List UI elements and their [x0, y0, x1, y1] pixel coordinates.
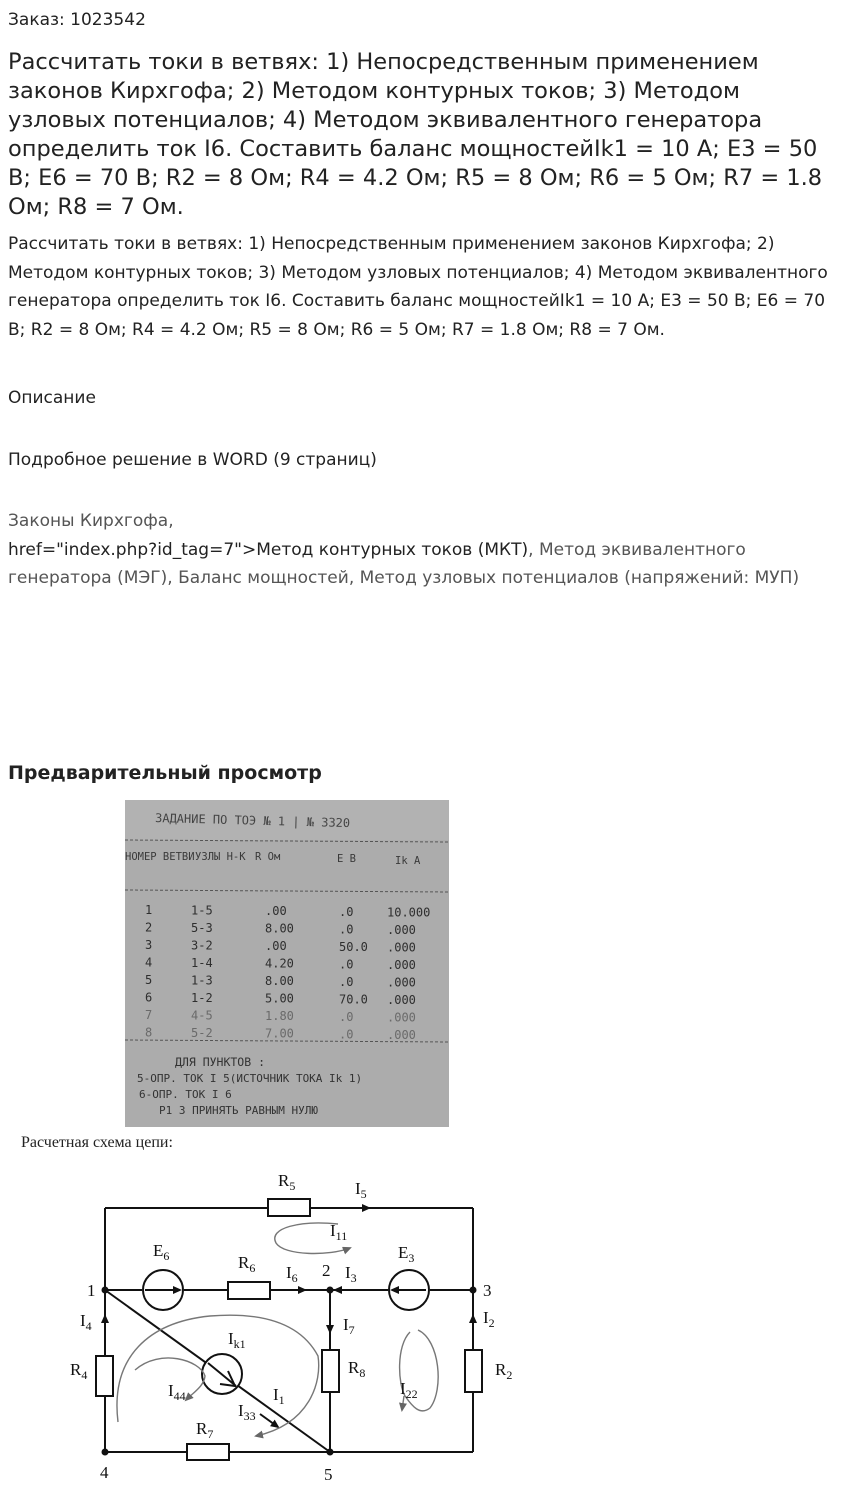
printout-cell: 8 — [145, 1025, 153, 1040]
node-5 — [327, 1449, 334, 1456]
node-3 — [470, 1287, 477, 1294]
svg-text:I33 — [238, 1401, 256, 1423]
resistor-r6 — [228, 1282, 270, 1299]
resistor-r2 — [465, 1350, 482, 1392]
printout-cell: 5.00 — [265, 991, 294, 1006]
printout-col-ik: Ik А — [395, 855, 421, 867]
printout-cell: .0 — [339, 957, 354, 972]
node-2 — [327, 1287, 334, 1294]
label-loop-i11: I — [330, 1221, 336, 1240]
label-r6-sub: 6 — [249, 1261, 256, 1275]
printout-cell: 1-3 — [191, 973, 213, 988]
svg-text:R8 — [348, 1358, 365, 1380]
svg-text:I4 — [80, 1311, 92, 1333]
label-loop-i33-sub: 33 — [243, 1409, 256, 1423]
printout-cell: 4 — [145, 955, 153, 970]
label-r4: R — [70, 1360, 82, 1379]
label-r8: R — [348, 1358, 360, 1377]
resistor-r5 — [268, 1199, 310, 1216]
svg-text:I11 — [330, 1221, 347, 1243]
tag-list — [8, 507, 840, 593]
emf-source-e3 — [389, 1270, 429, 1310]
printout-cell: 1 — [145, 903, 153, 917]
printout-cell: 7.00 — [265, 1026, 294, 1041]
label-loop-i22-sub: 22 — [405, 1387, 418, 1401]
scheme-caption: Расчетная схема цепи: — [21, 1134, 173, 1151]
printout-col-nodes: УЗЛЫ Н-К — [195, 851, 246, 863]
tag-link-kirchhoff[interactable]: Законы Кирхгофа — [8, 511, 169, 531]
resistor-r4 — [96, 1356, 113, 1396]
printout-cell: .00 — [265, 939, 287, 954]
svg-text:I6 — [286, 1263, 298, 1285]
preview-heading: Предварительный просмотр — [8, 762, 322, 784]
page-title: Рассчитать токи в ветвях: 1) Непосредственным применением законов Кирхгофа; 2) Методом контурных токов; 3) Методом узловых потенциалов; 4) Методом эквивалентного генератора определить ток I6. Составить баланс мощностейIk1 = 10 A; E3 = 50 B; E6 = 70 B; R2 = 8 Ом; R4 = 4.2 Ом; R5 = 8 Ом; R6 = 5 Ом; R7 = 1.8 Ом; R8 = 7 Ом. — [8, 49, 823, 220]
printout-cell: .0 — [339, 904, 354, 919]
label-r4-sub: 4 — [81, 1368, 88, 1382]
printout-cell: 10.000 — [387, 905, 431, 920]
printout-cell: .000 — [387, 975, 416, 990]
printout-note: ДЛЯ ПУНКТОВ : — [175, 1055, 266, 1069]
svg-text:R2 — [495, 1360, 512, 1382]
label-i4: I — [80, 1311, 86, 1330]
svg-text:I1 — [273, 1385, 285, 1407]
tag-raw-text: href="index.php?id_tag=7">Метод контурных токов (МКТ) — [8, 539, 529, 560]
emf-source-e6 — [143, 1270, 183, 1310]
description-heading: Описание — [8, 388, 96, 408]
printout-note: Р1 3 ПРИНЯТЬ РАВНЫМ НУЛЮ — [159, 1104, 318, 1117]
label-loop-i11-sub: 11 — [335, 1229, 348, 1243]
label-node-1: 1 — [87, 1281, 96, 1300]
label-r5-sub: 5 — [289, 1179, 296, 1193]
label-loop-i44-sub: 44 — [173, 1389, 186, 1403]
printout-cell: 2 — [145, 920, 153, 935]
printout-cell: 7 — [145, 1008, 153, 1022]
label-r8-sub: 8 — [359, 1366, 366, 1380]
printout-cell: 5-2 — [191, 1026, 213, 1041]
label-i7-sub: 7 — [348, 1323, 355, 1337]
tag-link-power-balance[interactable]: Баланс мощностей — [178, 568, 349, 588]
label-e6: E — [153, 1241, 164, 1260]
current-source-ik1 — [202, 1354, 242, 1394]
printout-cell: 1-4 — [191, 956, 213, 971]
svg-text:R6 — [238, 1253, 255, 1275]
printout-note: 5-ОПР. ТОК I 5(ИСТОЧНИК ТОКА Ik 1) — [137, 1072, 363, 1085]
tag-separator: , — [528, 539, 539, 560]
printout-cell: .000 — [387, 940, 416, 955]
printout-cell: .000 — [387, 992, 416, 1007]
printout-cell: 5 — [145, 973, 153, 987]
svg-text:I44 — [168, 1381, 186, 1403]
label-r2-sub: 2 — [506, 1368, 513, 1382]
label-r7: R — [196, 1419, 208, 1438]
printout-cell: 1.80 — [265, 1009, 294, 1024]
svg-text:E3 — [398, 1243, 414, 1265]
label-ik1-sub: k1 — [233, 1337, 246, 1351]
label-e3-sub: 3 — [408, 1251, 415, 1265]
order-number: Заказ: 1023542 — [8, 10, 146, 30]
svg-text:E6 — [153, 1241, 169, 1263]
label-i5: I — [355, 1179, 361, 1198]
printout-cell: 50.0 — [339, 939, 368, 954]
printout-cell: 4.20 — [265, 956, 294, 971]
printout-cell: .000 — [387, 1010, 416, 1025]
label-i4-sub: 4 — [85, 1319, 92, 1333]
svg-text:R7 — [196, 1419, 213, 1441]
svg-text:I3 — [345, 1263, 357, 1285]
printout-cell: 3-2 — [191, 938, 213, 953]
printout-note: 6-ОПР. ТОК I 6 — [139, 1088, 232, 1101]
printout-cell: .0 — [339, 922, 354, 937]
label-i6: I — [286, 1263, 292, 1282]
label-node-5: 5 — [324, 1465, 333, 1484]
printout-cell: .0 — [339, 1027, 354, 1042]
printout-cell: 1-5 — [191, 903, 213, 918]
label-node-3: 3 — [483, 1281, 492, 1300]
label-i3: I — [345, 1263, 351, 1282]
tag-link-nodal-potentials[interactable]: Метод узловых потенциалов (напряжений: МУП) — [359, 568, 800, 588]
printout-cell: 8.00 — [265, 974, 294, 989]
printout-cell: 4-5 — [191, 1008, 213, 1023]
label-i2-sub: 2 — [488, 1316, 495, 1330]
label-i2: I — [483, 1308, 489, 1327]
label-i5-sub: 5 — [360, 1187, 367, 1201]
label-i3-sub: 3 — [350, 1271, 357, 1285]
label-loop-i33: I — [238, 1401, 244, 1420]
printout-cell: .0 — [339, 974, 354, 989]
label-node-4: 4 — [100, 1463, 109, 1482]
resistor-r8 — [322, 1350, 339, 1392]
tag-separator: , — [348, 568, 360, 588]
node-4 — [102, 1449, 109, 1456]
svg-text:I7 — [343, 1315, 355, 1337]
task-printout-photo — [125, 800, 449, 1127]
printout-col-branch: НОМЕР ВЕТВИ — [125, 851, 195, 863]
printout-cell: 5-3 — [191, 921, 213, 936]
label-e3: E — [398, 1243, 409, 1262]
svg-text:I2 — [483, 1308, 495, 1330]
description-text: Подробное решение в WORD (9 страниц) — [8, 450, 377, 470]
resistor-r7 — [187, 1444, 229, 1460]
label-i6-sub: 6 — [291, 1271, 298, 1285]
printout-col-r: R Ом — [255, 851, 281, 863]
label-i7: I — [343, 1315, 349, 1334]
printout-cell: 6 — [145, 990, 153, 1005]
label-r2: R — [495, 1360, 507, 1379]
tag-link-equivalent-generator[interactable]: Метод эквивалентного генератора (МЭГ) — [8, 539, 746, 588]
label-r7-sub: 7 — [207, 1427, 214, 1441]
svg-text:R4 — [70, 1360, 87, 1382]
label-loop-i22: I — [400, 1379, 406, 1398]
svg-text:R5 — [278, 1171, 295, 1193]
tag-separator: , — [167, 568, 179, 588]
label-ik1: I — [228, 1329, 234, 1348]
printout-cell: 8.00 — [265, 921, 294, 936]
printout-cell: .000 — [387, 922, 416, 937]
label-r6: R — [238, 1253, 250, 1272]
circuit-schematic — [0, 1160, 560, 1497]
label-r5: R — [278, 1171, 290, 1190]
svg-text:Ik1 — [228, 1329, 246, 1351]
printout-col-e: E В — [337, 853, 356, 865]
label-i1-sub: 1 — [278, 1393, 285, 1407]
printout-header: ЗАДАНИЕ ПО ТОЭ № 1 | № 3320 — [154, 811, 351, 831]
label-e6-sub: 6 — [163, 1249, 170, 1263]
label-node-2: 2 — [322, 1261, 331, 1280]
task-description: Рассчитать токи в ветвях: 1) Непосредственным применением законов Кирхгофа; 2) Методом контурных токов; 3) Методом узловых потенциалов; 4) Методом эквивалентного генератора определить ток I6. Составить баланс мощностейIk1 = 10 A; E3 = 50 B; E6 = 70 B; R2 = 8 Ом; R4 = 4.2 Ом; R5 = 8 Ом; R6 = 5 Ом; R7 = 1.8 Ом; R8 = 7 Ом. — [8, 234, 828, 340]
label-i1: I — [273, 1385, 279, 1404]
printout-cell: 70.0 — [339, 992, 368, 1007]
svg-text:I5 — [355, 1179, 367, 1201]
printout-cell: 3 — [145, 938, 153, 952]
printout-cell: .0 — [339, 1009, 354, 1024]
tag-separator: , — [168, 511, 174, 531]
printout-cell: .000 — [387, 957, 416, 972]
printout-cell: 1-2 — [191, 991, 213, 1006]
svg-text:I22 — [400, 1379, 418, 1401]
printout-cell: .000 — [387, 1027, 416, 1042]
printout-cell: .00 — [265, 904, 287, 919]
label-loop-i44: I — [168, 1381, 174, 1400]
node-1 — [102, 1287, 109, 1294]
